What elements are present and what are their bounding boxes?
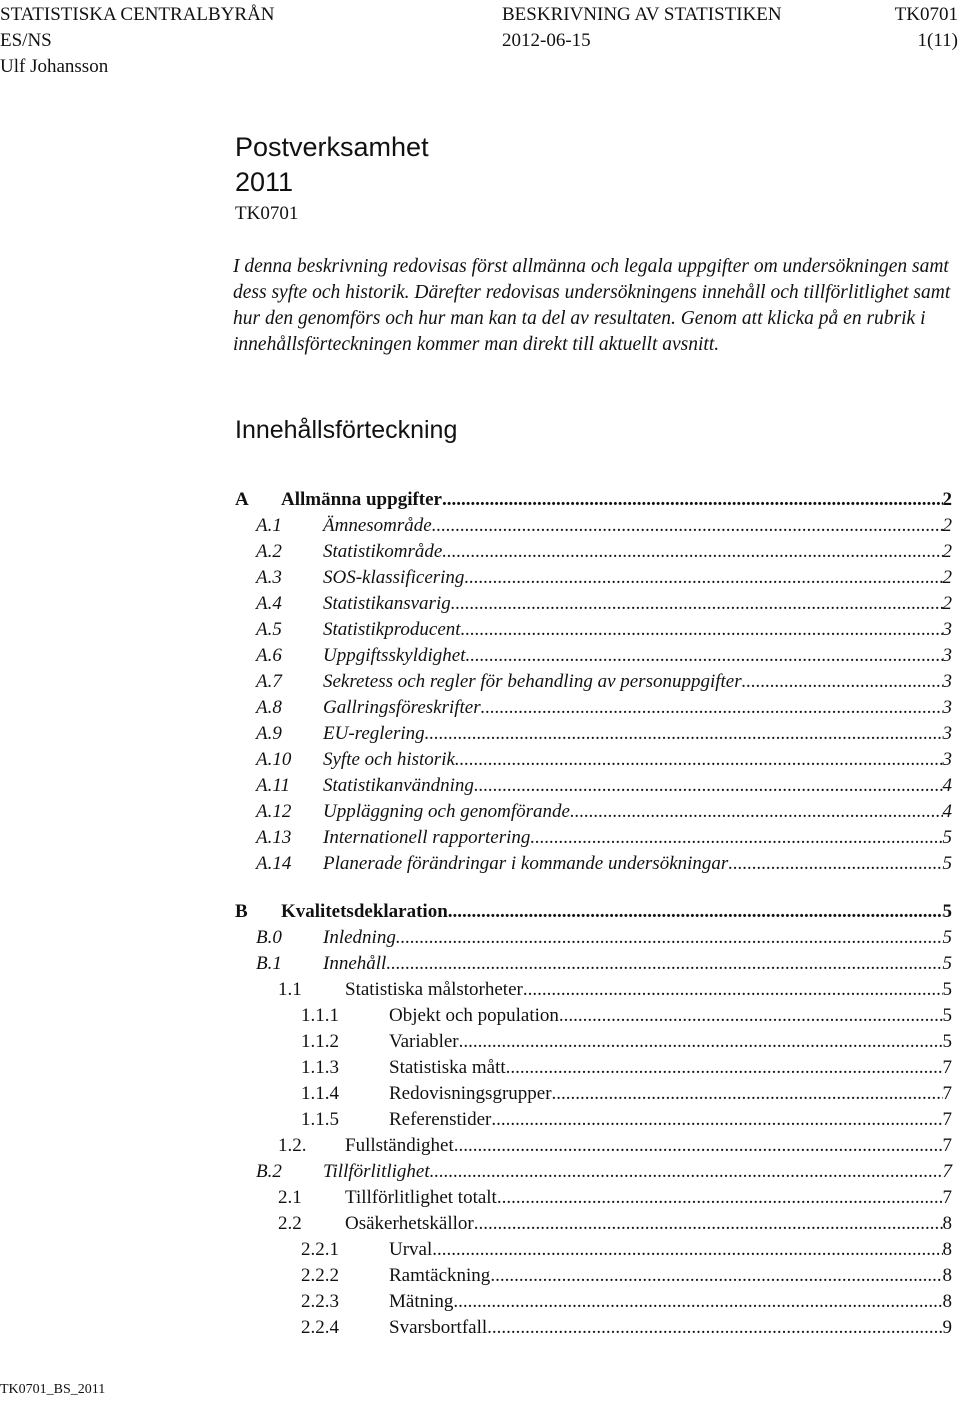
toc-entry-page: 5 [942, 979, 952, 1000]
toc-entry-title: Osäkerhetskällor [345, 1213, 474, 1234]
toc-entry-number: A.14 [256, 853, 292, 874]
toc-entry-number: A.13 [256, 827, 292, 848]
toc-entry-page: 5 [942, 853, 952, 874]
toc-entry-number: A.1 [256, 515, 282, 536]
toc-entry-title: Gallringsföreskrifter [323, 697, 481, 718]
toc-entry[interactable] [256, 799, 952, 825]
toc-dot-leader [442, 539, 942, 565]
header-date: 2012-06-15 [502, 30, 591, 51]
header-unit: ES/NS [0, 30, 52, 51]
toc-dot-leader [453, 1289, 942, 1315]
toc-dot-leader [451, 591, 943, 617]
toc-entry-title: Ämnesområde [323, 515, 432, 536]
toc-entry-page: 9 [942, 1317, 952, 1338]
toc-entry-number: A.2 [256, 541, 282, 562]
toc-entry-number: A.3 [256, 567, 282, 588]
toc-dot-leader [465, 643, 942, 669]
toc-entry-title: Tillförlitlighet totalt [345, 1187, 497, 1208]
toc-entry-page: 5 [942, 927, 952, 948]
toc-entry[interactable] [301, 1289, 952, 1315]
toc-entry[interactable] [256, 539, 952, 565]
toc-entry-page: 7 [942, 1109, 952, 1130]
toc-dot-leader [386, 951, 942, 977]
toc-entry-page: 3 [942, 723, 952, 744]
toc-entry[interactable] [278, 1211, 952, 1237]
toc-entry[interactable] [256, 669, 952, 695]
toc-entry-title: Statistikproducent [323, 619, 461, 640]
toc-entry-title: Statistikanvändning [323, 775, 474, 796]
toc-entry-number: 1.1.2 [301, 1031, 339, 1052]
header-page-number: 1(11) [917, 30, 958, 51]
toc-entry-number: B.0 [256, 927, 282, 948]
toc-dot-leader [459, 1029, 943, 1055]
toc-entry[interactable] [278, 1133, 952, 1159]
toc-entry-number: 1.1.4 [301, 1083, 339, 1104]
toc-entry-number: 2.2 [278, 1213, 302, 1234]
toc-entry-number: 1.2. [278, 1135, 307, 1156]
toc-entry[interactable] [301, 1029, 952, 1055]
header-author: Ulf Johansson [0, 56, 109, 77]
toc-entry-title: Ramtäckning [389, 1265, 491, 1286]
toc-dot-leader [487, 1315, 942, 1341]
toc-entry-title: Mätning [389, 1291, 454, 1312]
toc-entry-title: Variabler [389, 1031, 459, 1052]
toc-entry[interactable] [301, 1107, 952, 1133]
toc-dot-leader [442, 487, 943, 513]
toc-entry[interactable] [301, 1263, 952, 1289]
toc-entry-number: B.1 [256, 953, 282, 974]
toc-entry[interactable] [256, 825, 952, 851]
toc-entry-title: Objekt och population [389, 1005, 559, 1026]
toc-entry[interactable] [256, 643, 952, 669]
toc-entry[interactable] [256, 925, 952, 951]
toc-entry-title: Referenstider [389, 1109, 492, 1130]
toc-entry-number: A.8 [256, 697, 282, 718]
toc-entry-number: A.6 [256, 645, 282, 666]
header-org: STATISTISKA CENTRALBYRÅN [0, 4, 275, 25]
toc-entry[interactable] [256, 951, 952, 977]
toc-dot-leader [570, 799, 943, 825]
toc-entry[interactable] [256, 591, 952, 617]
toc-dot-leader [506, 1055, 943, 1081]
toc-dot-leader [497, 1185, 943, 1211]
toc-entry-title: Svarsbortfall [389, 1317, 488, 1338]
toc-entry[interactable] [278, 977, 952, 1003]
toc-dot-leader [455, 747, 943, 773]
toc-entry-number: 1.1 [278, 979, 302, 1000]
toc-dot-leader [474, 773, 943, 799]
toc-entry-number: B.2 [256, 1161, 282, 1182]
toc-dot-leader [396, 925, 943, 951]
toc-entry-page: 3 [942, 671, 952, 692]
toc-dot-leader [742, 669, 943, 695]
toc-entry-page: 3 [942, 645, 952, 666]
toc-entry-page: 7 [942, 1135, 952, 1156]
toc-entry-page: 3 [942, 697, 952, 718]
toc-entry-number: A.9 [256, 723, 282, 744]
toc-entry[interactable] [256, 565, 952, 591]
toc-entry-title: Internationell rapportering [323, 827, 531, 848]
toc-entry-page: 8 [942, 1265, 952, 1286]
toc-entry-title: Kvalitetsdeklaration [281, 901, 448, 922]
toc-entry-page: 3 [942, 619, 952, 640]
toc-entry[interactable] [256, 695, 952, 721]
toc-entry-page: 8 [942, 1213, 952, 1234]
toc-entry-page: 7 [942, 1187, 952, 1208]
toc-entry-title: Inledning [323, 927, 396, 948]
toc-dot-leader [430, 1159, 943, 1185]
toc-entry-page: 5 [942, 827, 952, 848]
toc-entry-page: 8 [942, 1291, 952, 1312]
toc-dot-leader [491, 1107, 942, 1133]
toc-entry-title: Statistiska målstorheter [345, 979, 523, 1000]
toc-entry-page: 7 [942, 1161, 952, 1182]
toc-entry-title: Statistikansvarig [323, 593, 451, 614]
title-code: TK0701 [235, 203, 299, 224]
toc-entry-title: Uppläggning och genomförande [323, 801, 570, 822]
toc-entry-number: B [235, 901, 248, 922]
toc-entry-title: Statistiska mått [389, 1057, 506, 1078]
toc-dot-leader [552, 1081, 943, 1107]
toc-entry-title: Sekretess och regler för behandling av personuppgifter [323, 671, 742, 692]
toc-entry-title: Fullständighet [345, 1135, 454, 1156]
toc-entry[interactable] [256, 617, 952, 643]
toc-entry[interactable] [256, 773, 952, 799]
toc-entry-number: 2.1 [278, 1187, 302, 1208]
toc-entry[interactable] [256, 513, 952, 539]
toc-entry-number: 1.1.5 [301, 1109, 339, 1130]
toc-dot-leader [461, 617, 943, 643]
title-year: 2011 [235, 167, 294, 197]
toc-dot-leader [728, 851, 942, 877]
toc-entry[interactable] [278, 1185, 952, 1211]
toc-dot-leader [559, 1003, 943, 1029]
toc-entry[interactable] [301, 1237, 952, 1263]
toc-entry-page: 2 [942, 541, 952, 562]
toc-entry[interactable] [256, 747, 952, 773]
toc-entry-number: 2.2.4 [301, 1317, 339, 1338]
toc-entry-page: 5 [942, 1005, 952, 1026]
toc-entry-number: 2.2.1 [301, 1239, 339, 1260]
toc-entry-title: Tillförlitlighet [323, 1161, 430, 1182]
toc-dot-leader [432, 513, 943, 539]
toc-entry-number: 2.2.3 [301, 1291, 339, 1312]
toc-dot-leader [448, 899, 943, 925]
toc-entry-page: 2 [942, 567, 952, 588]
toc-entry-number: 1.1.1 [301, 1005, 339, 1026]
toc-dot-leader [523, 977, 943, 1003]
toc-entry-title: Statistikområde [323, 541, 443, 562]
toc-entry-page: 4 [942, 801, 952, 822]
toc-entry-number: A.4 [256, 593, 282, 614]
toc-dot-leader [481, 695, 943, 721]
toc-dot-leader [454, 1133, 943, 1159]
toc-entry-page: 2 [942, 515, 952, 536]
toc-entry-number: A.12 [256, 801, 292, 822]
toc-dot-leader [530, 825, 942, 851]
toc-entry-title: Syfte och historik [323, 749, 455, 770]
page-title: Postverksamhet [235, 132, 429, 162]
toc-entry[interactable] [235, 899, 952, 925]
toc-entry-title: Planerade förändringar i kommande undersökningar [323, 853, 729, 874]
toc-dot-leader [432, 1237, 942, 1263]
header-doc-type: BESKRIVNING AV STATISTIKEN [502, 4, 782, 25]
toc-entry[interactable] [301, 1003, 952, 1029]
toc-entry[interactable] [235, 487, 952, 513]
toc-entry-title: Urval [389, 1239, 433, 1260]
toc-entry[interactable] [301, 1055, 952, 1081]
toc-entry-title: Innehåll [323, 953, 387, 974]
toc-entry-page: 5 [942, 1031, 952, 1052]
toc-entry[interactable] [256, 721, 952, 747]
toc-entry-number: 2.2.2 [301, 1265, 339, 1286]
toc-heading: Innehållsförteckning [235, 416, 458, 444]
toc-entry-page: 8 [942, 1239, 952, 1260]
toc-dot-leader [474, 1211, 943, 1237]
toc-entry-title: Uppgiftsskyldighet [323, 645, 466, 666]
header-code: TK0701 [894, 4, 958, 25]
toc-entry-number: A.10 [256, 749, 292, 770]
toc-entry-page: 3 [942, 749, 952, 770]
toc-entry-number: A.11 [256, 775, 290, 796]
toc-entry-page: 2 [942, 489, 952, 510]
toc-entry[interactable] [256, 851, 952, 877]
toc-entry-page: 2 [942, 593, 952, 614]
toc-entry-number: A [235, 489, 249, 510]
toc-dot-leader [490, 1263, 942, 1289]
toc-entry-page: 7 [942, 1057, 952, 1078]
toc-entry-page: 5 [942, 953, 952, 974]
toc-entry-title: Redovisningsgrupper [389, 1083, 552, 1104]
toc-entry-title: Allmänna uppgifter [281, 489, 442, 510]
toc-entry-page: 4 [942, 775, 952, 796]
toc-entry[interactable] [256, 1159, 952, 1185]
footer-filename: TK0701_BS_2011 [0, 1382, 106, 1397]
intro-paragraph: I denna beskrivning redovisas först allmänna och legala uppgifter om undersökningen samt dess syfte och historik. Därefter redovisas undersökningens innehåll och tillförlitlighet samt hur den genomförs och hur man kan ta del av resultaten. Genom att klicka på en rubrik i innehållsförteckningen kommer man direkt till aktuellt avsnitt. [233, 256, 951, 355]
toc-dot-leader [425, 721, 943, 747]
toc-entry-number: 1.1.3 [301, 1057, 339, 1078]
toc-entry-title: SOS-klassificering [323, 567, 465, 588]
toc-entry-number: A.5 [256, 619, 282, 640]
toc-entry-number: A.7 [256, 671, 282, 692]
toc-entry-title: EU-reglering [323, 723, 425, 744]
toc-entry[interactable] [301, 1081, 952, 1107]
toc-entry-page: 5 [942, 901, 952, 922]
toc-dot-leader [464, 565, 942, 591]
toc-entry[interactable] [301, 1315, 952, 1341]
toc-entry-page: 7 [942, 1083, 952, 1104]
